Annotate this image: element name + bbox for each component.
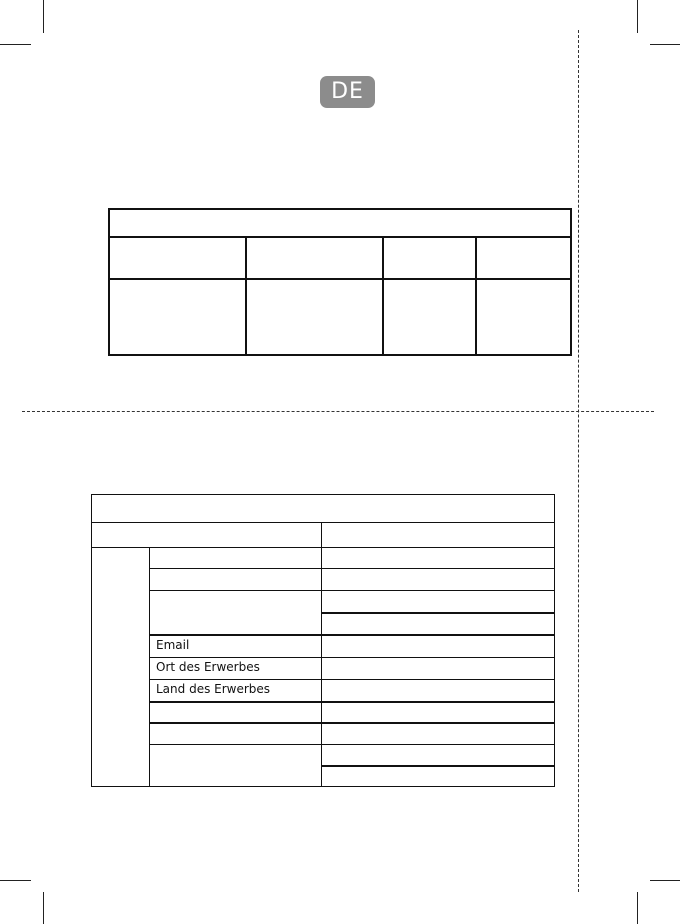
table-divider (149, 722, 554, 724)
crop-mark (650, 880, 680, 881)
row-label-email: Email (156, 638, 190, 652)
table-divider (321, 547, 322, 786)
table-divider (149, 547, 150, 786)
table-divider (475, 236, 477, 354)
crop-mark (43, 0, 44, 33)
row-label-country-of-purchase: Land des Erwerbes (156, 682, 271, 696)
warranty-table (108, 208, 572, 356)
table-divider (149, 679, 554, 680)
cut-line-horizontal (22, 411, 654, 412)
table-divider (92, 522, 554, 523)
table-divider (149, 634, 554, 636)
cut-line-vertical (578, 30, 579, 892)
table-divider (149, 744, 554, 745)
table-divider (321, 522, 322, 547)
table-divider (92, 547, 554, 548)
registration-table (91, 494, 555, 787)
crop-mark (637, 892, 638, 924)
crop-mark (43, 892, 44, 924)
table-divider (149, 657, 554, 658)
crop-mark (650, 44, 680, 45)
crop-mark (637, 0, 638, 33)
language-badge: DE (320, 76, 375, 108)
row-label-place-of-purchase: Ort des Erwerbes (156, 660, 260, 674)
table-divider (149, 590, 554, 591)
table-divider (110, 278, 570, 280)
table-divider (245, 236, 247, 354)
table-divider (321, 612, 554, 614)
crop-mark (0, 880, 31, 881)
crop-mark (0, 44, 31, 45)
table-divider (149, 701, 554, 703)
table-divider (382, 236, 384, 354)
table-divider (321, 765, 554, 767)
table-divider (110, 236, 570, 238)
table-divider (149, 568, 554, 569)
